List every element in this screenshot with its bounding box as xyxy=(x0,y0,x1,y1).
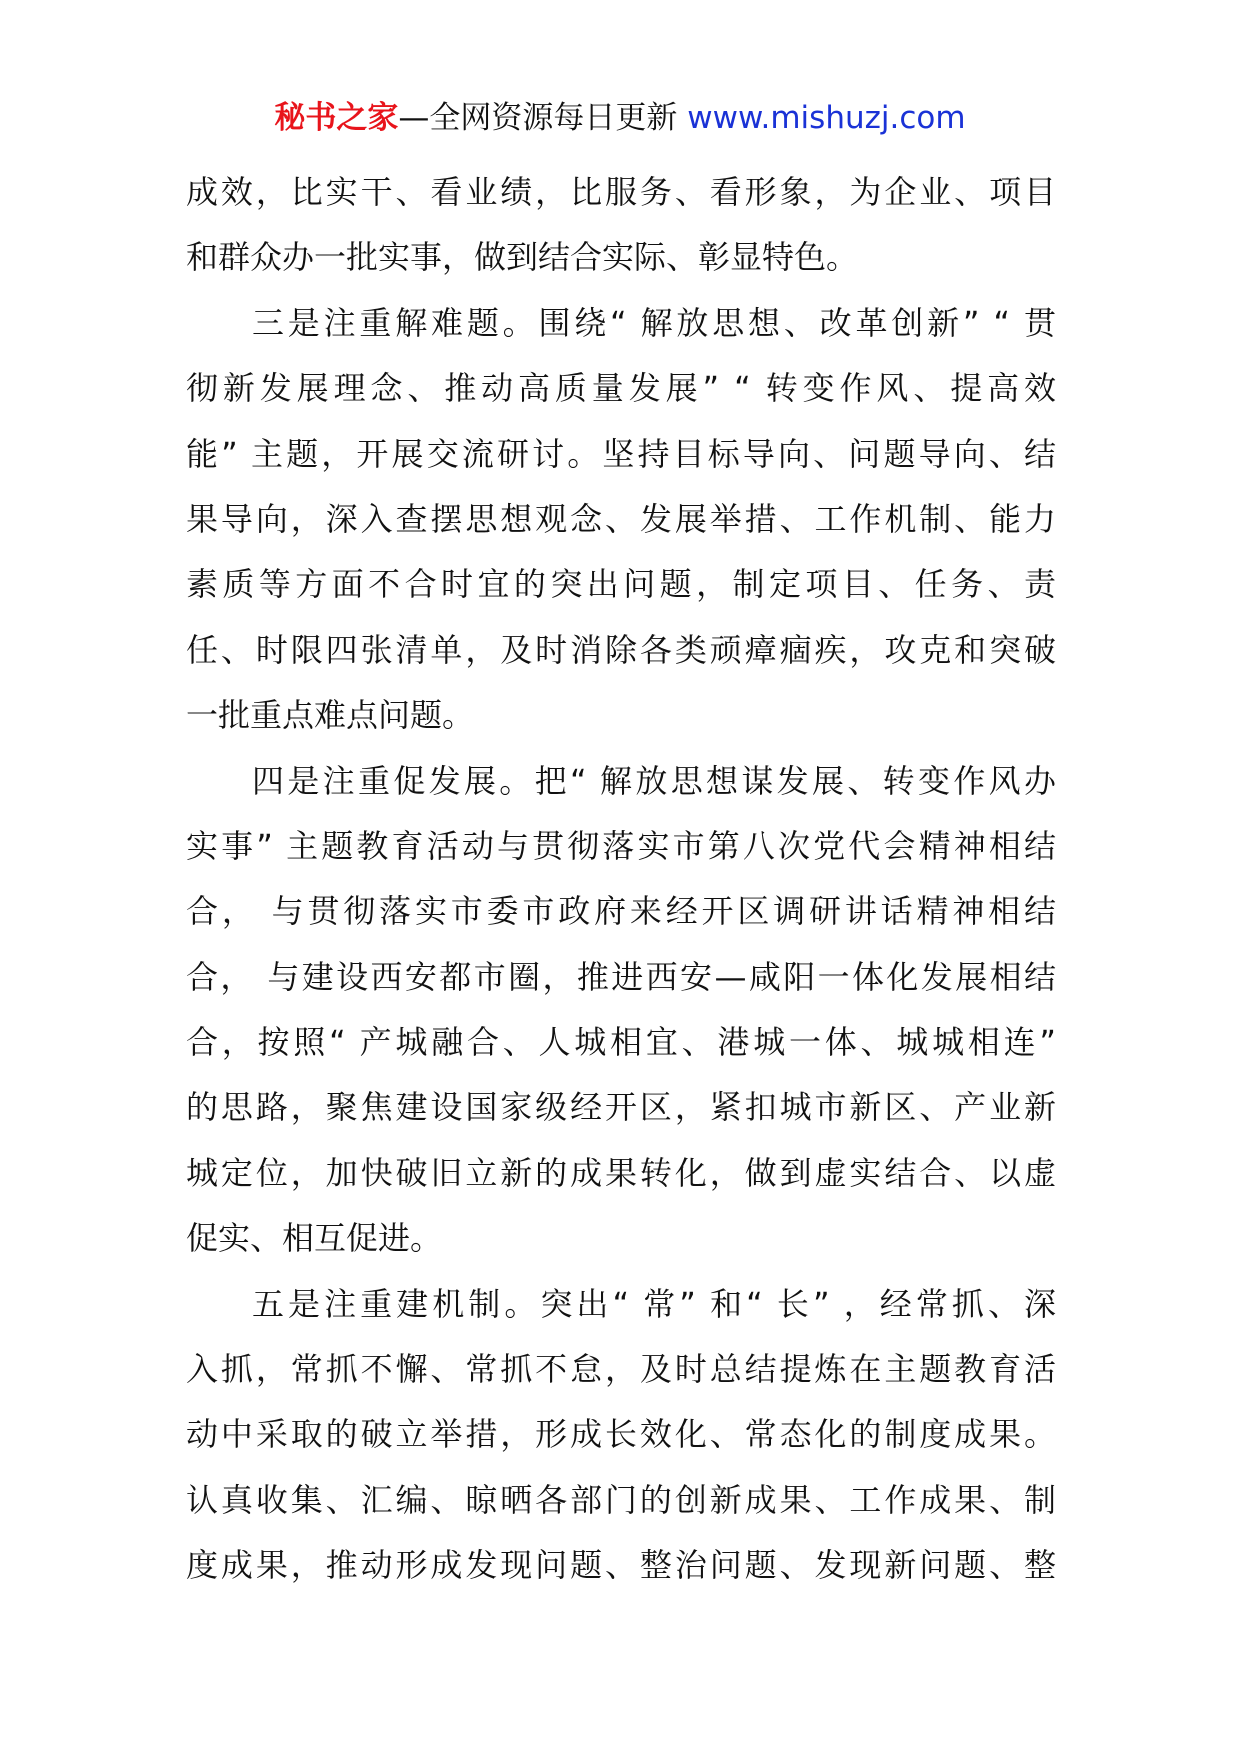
text-line: 度成果，推动形成发现问题、整治问题、发现新问题、整 xyxy=(186,1546,1056,1585)
site-url[interactable]: www.mishuzj.com xyxy=(687,100,966,136)
text-line: 认真收集、汇编、晾晒各部门的创新成果、工作成果、制 xyxy=(186,1480,1056,1519)
text-line: 彻新发展理念、推动高质量发展” “ 转变作风、提高效 xyxy=(186,369,1056,408)
text-line: 四是注重促发展。把“ 解放思想谋发展、转变作风办 xyxy=(252,761,1056,800)
text-line: 一批重点难点问题。 xyxy=(186,696,475,735)
text-line: 入抓，常抓不懈、常抓不怠，及时总结提炼在主题教育活 xyxy=(186,1350,1056,1389)
text-line: 素质等方面不合时宜的突出问题，制定项目、任务、责 xyxy=(186,565,1056,604)
text-line: 五是注重建机制。突出“ 常” 和“ 长” ，经常抓、深 xyxy=(252,1284,1056,1323)
text-line: 的思路，聚焦建设国家级经开区，紧扣城市新区、产业新 xyxy=(186,1088,1056,1127)
page-header xyxy=(0,96,1240,140)
text-line: 能” 主题，开展交流研讨。坚持目标导向、问题导向、结 xyxy=(186,434,1056,473)
document-body xyxy=(186,160,1056,1599)
text-line: 成效，比实干、看业绩，比服务、看形象，为企业、项目 xyxy=(186,173,1056,211)
text-line: 促实、相互促进。 xyxy=(186,1219,443,1258)
text-line: 任、时限四张清单，及时消除各类顽瘴痼疾，攻克和突破 xyxy=(186,630,1056,669)
text-line: 合，按照“ 产城融合、人城相宜、港城一体、城城相连” xyxy=(186,1023,1056,1062)
text-line: 和群众办一批实事，做到结合实际、彰显特色。 xyxy=(186,238,859,277)
text-line: 动中采取的破立举措，形成长效化、常态化的制度成果。 xyxy=(186,1415,1056,1454)
site-tagline: —全网资源每日更新 xyxy=(398,100,688,136)
text-line: 果导向，深入查摆思想观念、发展举措、工作机制、能力 xyxy=(186,499,1056,538)
text-line: 城定位，加快破旧立新的成果转化，做到虚实结合、以虚 xyxy=(186,1153,1056,1192)
text-line: 合， 与建设西安都市圈，推进西安—咸阳一体化发展相结 xyxy=(186,957,1056,996)
text-line: 三是注重解难题。围绕“ 解放思想、改革创新” “ 贯 xyxy=(252,303,1056,342)
site-brand: 秘书之家 xyxy=(274,100,399,136)
text-line: 合， 与贯彻落实市委市政府来经开区调研讲话精神相结 xyxy=(186,892,1056,931)
text-line: 实事” 主题教育活动与贯彻落实市第八次党代会精神相结 xyxy=(186,826,1056,865)
